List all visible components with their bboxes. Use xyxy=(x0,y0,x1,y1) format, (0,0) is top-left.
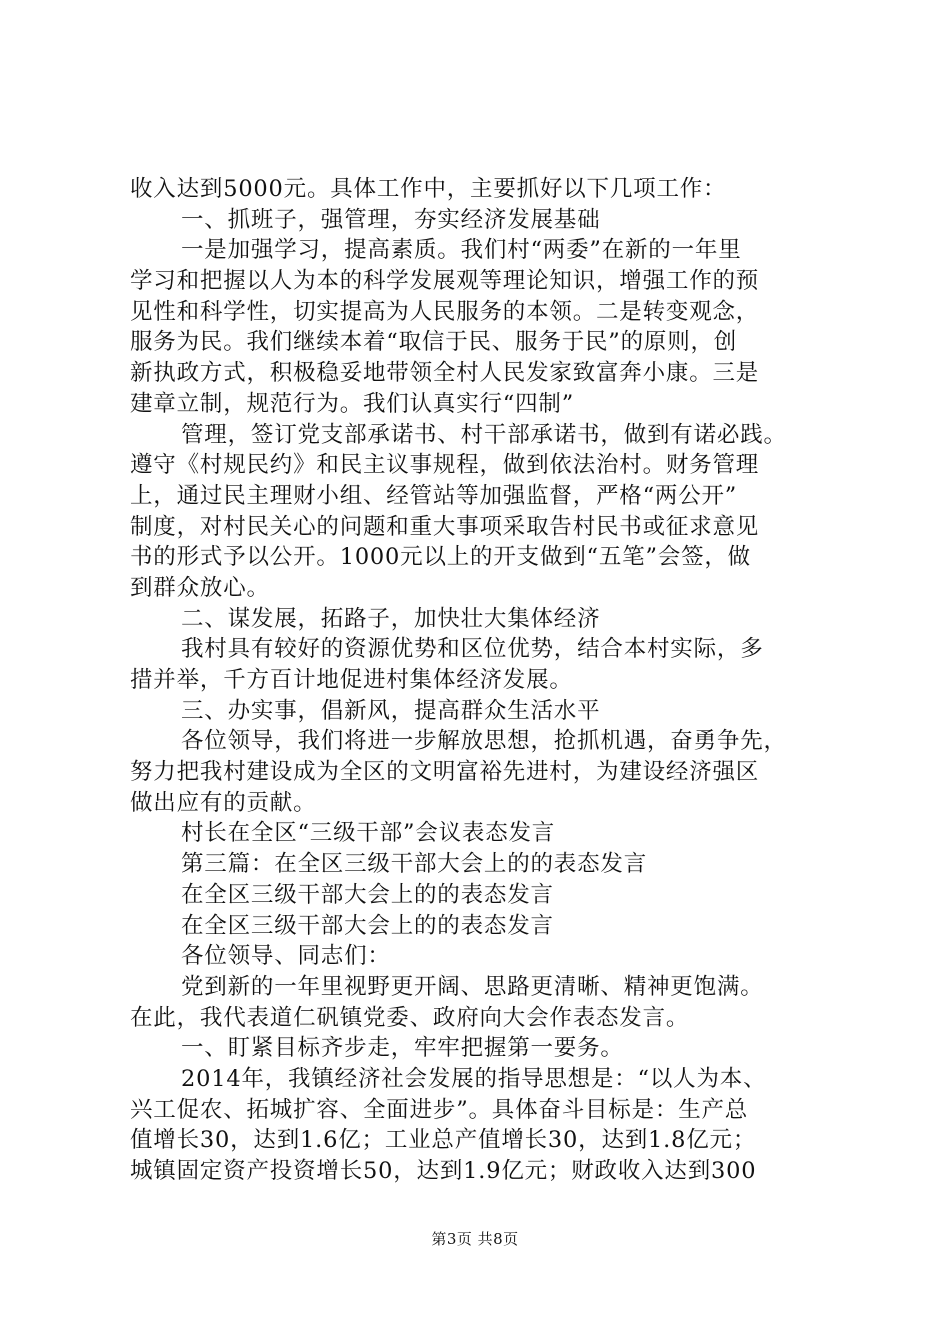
text-line: 党到新的一年里视野更开阔、思路更清晰、精神更饱满。 xyxy=(181,973,764,1000)
text-line: 管理，签订党支部承诺书、村干部承诺书，做到有诺必践。 xyxy=(181,421,787,448)
text-line: 做出应有的贡献。 xyxy=(130,789,317,816)
text-line: 建章立制，规范行为。我们认真实行“四制” xyxy=(130,390,575,417)
text-line: 在此，我代表道仁矾镇党委、政府向大会作表态发言。 xyxy=(130,1004,690,1031)
text-line: 措并举，千方百计地促进村集体经济发展。 xyxy=(130,667,573,693)
text-line: 城镇固定资产投资增长50，达到1.9亿元；财政收入达到300 xyxy=(130,1158,757,1184)
text-line: 上，通过民主理财小组、经管站等加强监督，严格“两公开” xyxy=(130,482,738,509)
text-line: 各位领导、同志们： xyxy=(181,943,391,970)
text-line: 第三篇：在全区三级干部大会上的的表态发言 xyxy=(181,851,648,878)
document-body xyxy=(130,174,850,1187)
text-line: 各位领导，我们将进一步解放思想，抢抓机遇，奋勇争先， xyxy=(181,728,787,755)
text-line: 书的形式予以公开。1000元以上的开支做到“五笔”会签，做 xyxy=(130,544,751,571)
text-line: 一是加强学习，提高素质。我们村“两委”在新的一年里 xyxy=(181,237,742,264)
text-line: 二、谋发展，拓路子，加快壮大集体经济 xyxy=(181,605,601,632)
text-line: 一、抓班子，强管理，夯实经济发展基础 xyxy=(181,206,601,233)
text-line: 一、盯紧目标齐步走，牢牢把握第一要务。 xyxy=(181,1035,624,1062)
text-line: 制度，对村民关心的问题和重大事项采取告村民书或征求意见 xyxy=(130,513,760,540)
text-line: 见性和科学性，切实提高为人民服务的本领。二是转变观念， xyxy=(130,298,760,325)
text-line: 我村具有较好的资源优势和区位优势，结合本村实际，多 xyxy=(181,636,764,663)
text-line: 村长在全区“三级干部”会议表态发言 xyxy=(181,820,556,847)
text-line: 在全区三级干部大会上的的表态发言 xyxy=(181,912,554,939)
page-footer: 第3页 共8页 xyxy=(431,1230,519,1248)
text-line: 努力把我村建设成为全区的文明富裕先进村，为建设经济强区 xyxy=(130,759,760,786)
text-line: 服务为民。我们继续本着“取信于民、服务于民”的原则，创 xyxy=(130,329,738,356)
text-line: 2014年，我镇经济社会发展的指导思想是：“以人为本、 xyxy=(181,1065,767,1092)
text-line: 新执政方式，积极稳妥地带领全村人民发家致富奔小康。三是 xyxy=(130,360,760,387)
text-line: 到群众放心。 xyxy=(130,574,270,601)
text-line: 遵守《村规民约》和民主议事规程，做到依法治村。财务管理 xyxy=(130,452,760,479)
text-line: 兴工促农、拓城扩容、全面进步”。具体奋斗目标是：生产总 xyxy=(130,1096,749,1123)
text-line: 收入达到5000元。具体工作中，主要抓好以下几项工作： xyxy=(130,176,727,202)
text-line: 在全区三级干部大会上的的表态发言 xyxy=(181,881,554,908)
text-line: 三、办实事，倡新风，提高群众生活水平 xyxy=(181,697,601,724)
text-line: 学习和把握以人为本的科学发展观等理论知识，增强工作的预 xyxy=(130,268,760,295)
text-line: 值增长30，达到1.6亿；工业总产值增长30，达到1.8亿元； xyxy=(130,1127,757,1154)
